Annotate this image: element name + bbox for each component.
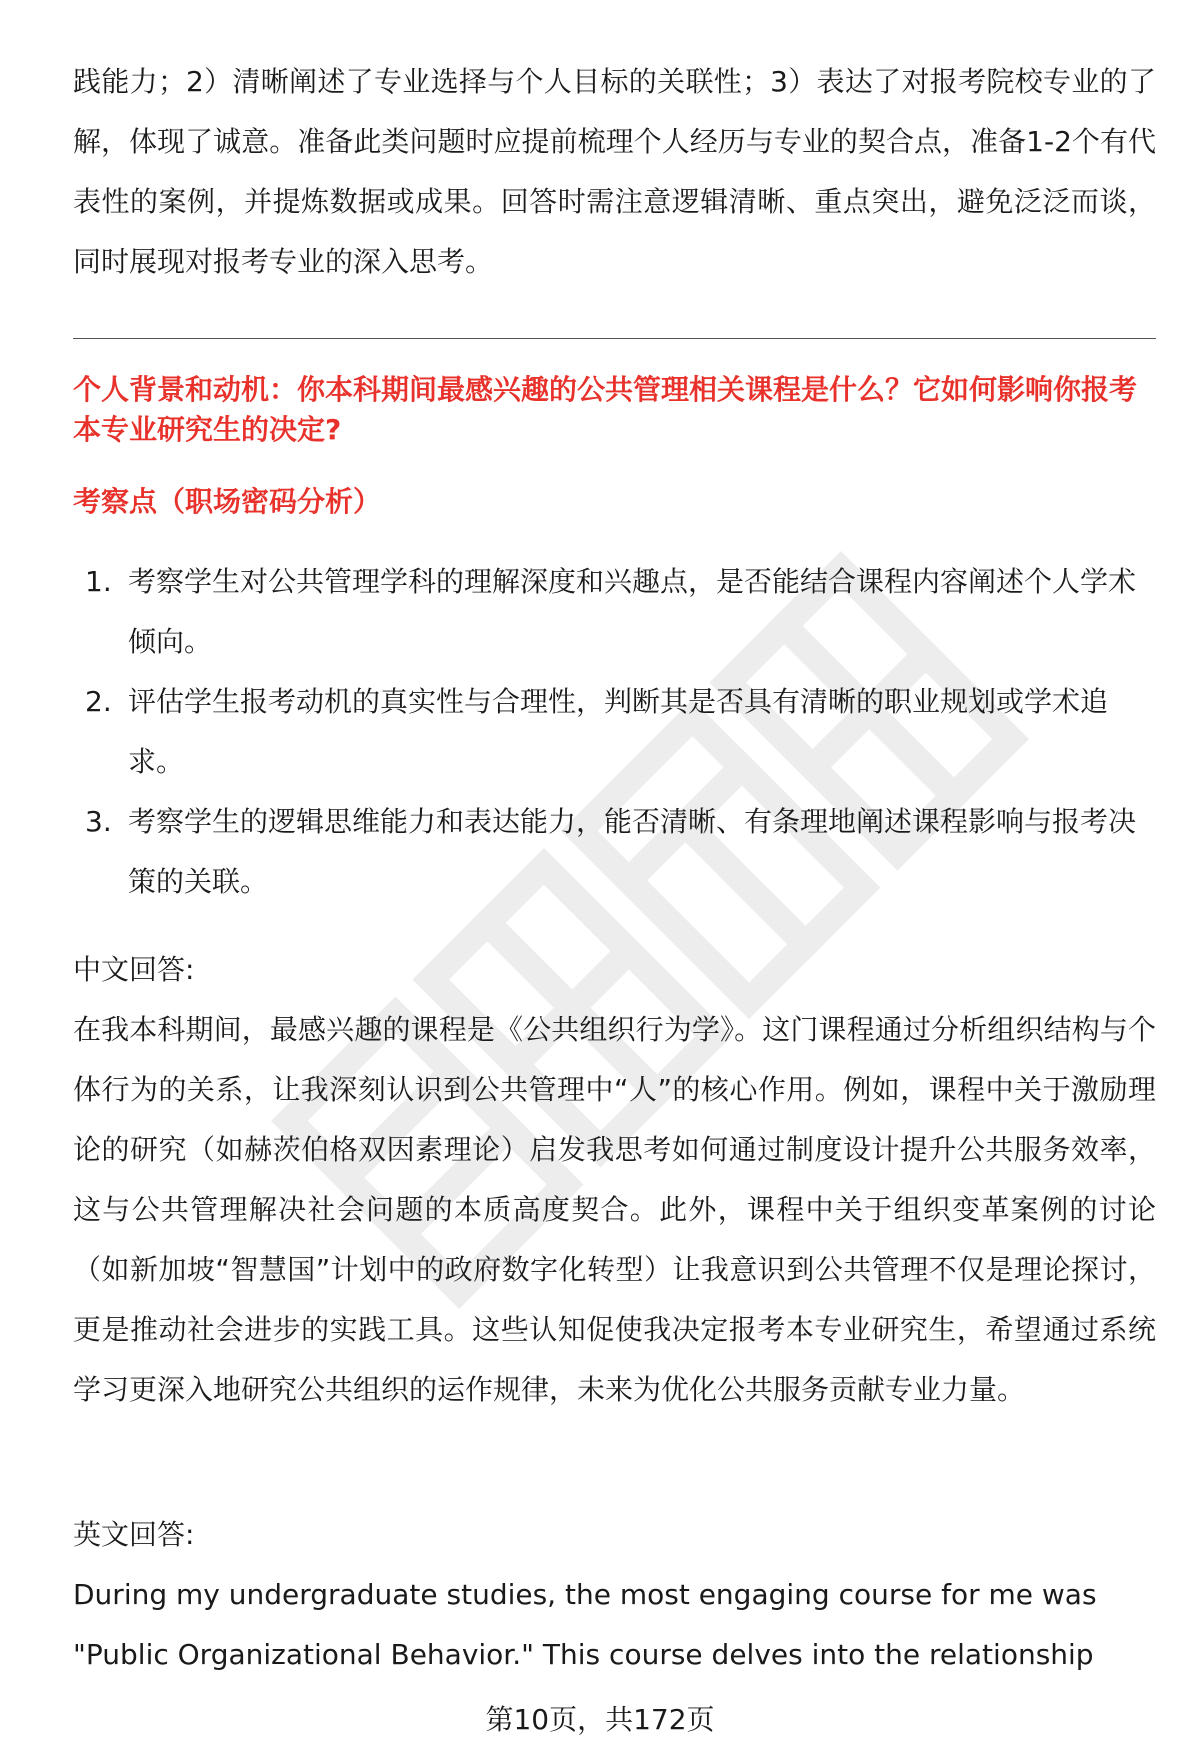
list-item [73,552,1156,672]
chinese-answer-section [73,940,1156,1420]
list-item-number: 2. [85,685,112,718]
list-item [73,792,1156,912]
list-item-text: 考察学生的逻辑思维能力和表达能力，能否清晰、有条理地阐述课程影响与报考决策的关联。 [128,805,1137,898]
section-divider [73,338,1156,339]
list-item-number: 1. [85,565,112,598]
page-footer: 第10页，共172页 [485,1703,715,1736]
list-item-number: 3. [85,805,112,838]
list-item [73,672,1156,792]
list-item-text: 评估学生报考动机的真实性与合理性，判断其是否具有清晰的职业规划或学术追求。 [128,685,1109,778]
english-answer-label: 英文回答: [73,1518,195,1551]
english-answer-line-2: "Public Organizational Behavior." This course delves into the relationship [73,1638,1094,1671]
english-answer-line-1: During my undergraduate studies, the most engaging course for me was [73,1578,1097,1611]
chinese-answer-label: 中文回答: [73,953,195,986]
assessment-list [73,552,1156,912]
assessment-heading: 考察点（职场密码分析） [73,485,382,518]
chinese-answer-text: 在我本科期间，最感兴趣的课程是《公共组织行为学》。这门课程通过分析组织结构与个体行为的关系，让我深刻认识到公共管理中“人”的核心作用。例如，课程中关于激励理论的研究（如赫茨伯格双因素理论）启发我思考如何通过制度设计提升公共服务效率，这与公共管理解决社会问题的本质高度契合。此外，课程中关于组织变革案例的讨论（如新加坡“智慧国”计划中的政府数字化转型）让我意识到公共管理不仅是理论探讨，更是推动社会进步的实践工具。这些认知促使我决定报考本专业研究生，希望通过系统学习更深入地研究公共组织的运作规律，未来为优化公共服务贡献专业力量。 [73,1013,1156,1406]
intro-section [73,52,1156,292]
question-heading: 个人背景和动机：你本科期间最感兴趣的公共管理相关课程是什么？它如何影响你报考本专业研究生的决定? [73,373,1138,446]
intro-paragraph: 践能力；2）清晰阐述了专业选择与个人目标的关联性；3）表达了对报考院校专业的了解，体现了诚意。准备此类问题时应提前梳理个人经历与专业的契合点，准备1-2个有代表性的案例，并提炼数据或成果。回答时需注意逻辑清晰、重点突出，避免泛泛而谈，同时展现对报考专业的深入思考。 [73,65,1156,278]
list-item-text: 考察学生对公共管理学科的理解深度和兴趣点，是否能结合课程内容阐述个人学术倾向。 [128,565,1137,658]
english-answer-section [73,1505,1156,1685]
